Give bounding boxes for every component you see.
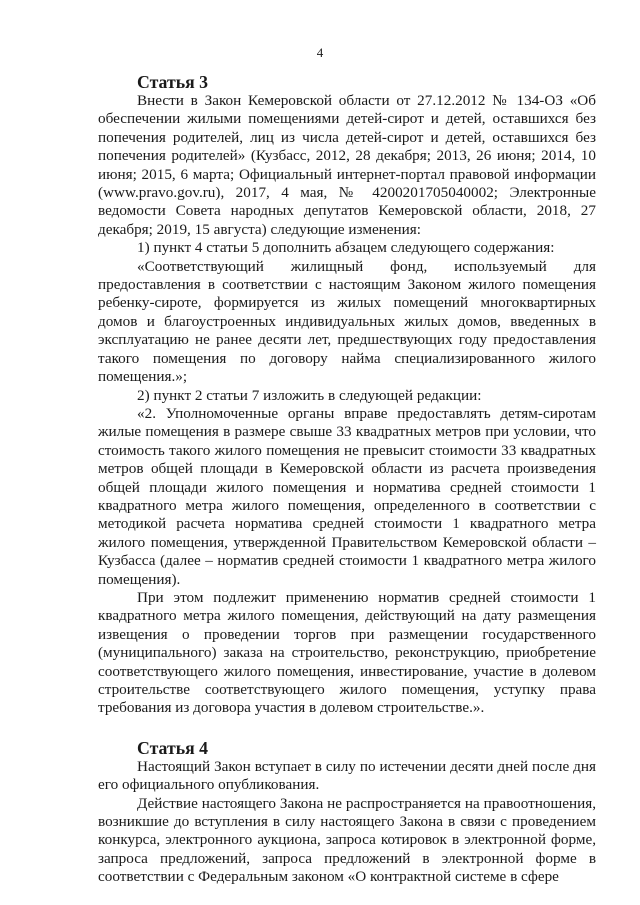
article-3-paragraph: При этом подлежит применению норматив средней стоимости 1 квадратного метра жилого помещения, действующий на дату размещения извещения о проведении торгов при размещении государственного (муниципального) заказа на строительство, реконструкцию, приобретение соответствующего жилого помещения, инвестирование, участие в долевом строительстве соответствующего жилого помещения, уступку права требования из договора участия в долевом строительстве.».: [98, 588, 596, 717]
article-4-paragraph: Действие настоящего Закона не распространяется на правоотношения, возникшие до вступления в силу настоящего Закона в связи с проведением конкурса, электронного аукциона, запроса котировок в электронной форме, запроса предложений, запроса предложений в электронной форме в соответствии с Федеральным законом «О контрактной системе в сфере: [98, 794, 596, 886]
article-3-paragraph: «2. Уполномоченные органы вправе предоставлять детям-сиротам жилые помещения в размере свыше 33 квадратных метров при условии, что стоимость такого жилого помещения не превысит стоимости 33 квадратных метров общей площади в Кемеровской области из расчета произведения общей площади жилого помещения и норматива средней стоимости 1 квадратного метра жилого помещения, определенного в соответствии с методикой расчета норматива средней стоимости 1 квадратного метра жилого помещения, утвержденной Правительством Кемеровской области – Кузбасса (далее – норматив средней стоимости 1 квадратного метра жилого помещения).: [98, 404, 596, 588]
article-3-paragraph: Внести в Закон Кемеровской области от 27.12.2012 № 134-ОЗ «Об обеспечении жилыми помещениями детей-сирот и детей, оставшихся без попечения родителей, лиц из числа детей-сирот и детей, оставшихся без попечения родителей» (Кузбасс, 2012, 28 декабря; 2013, 26 июня; 2014, 10 июня; 2015, 6 марта; Официальный интернет-портал правовой информации (www.pravo.gov.ru), 2017, 4 мая, № 4200201705040002; Электронные ведомости Совета народных депутатов Кемеровской области, 2018, 27 декабря; 2019, 15 августа) следующие изменения:: [98, 92, 596, 238]
article-3-paragraph: «Соответствующий жилищный фонд, используемый для предоставления в соответствии с настоящим Законом жилого помещения ребенку-сироте, формируется из жилых помещений многоквартирных домов и благоустроенных индивидуальных жилых домов, введенных в эксплуатацию не ранее десяти лет, предшествующих году предоставления такого помещения по договору найма специализированного жилого помещения.»;: [98, 257, 596, 386]
page-number: 4: [316, 45, 324, 60]
article-3-heading: Статья 3: [137, 72, 209, 92]
article-4-paragraph: Настоящий Закон вступает в силу по истечении десяти дней после дня его официального опубликования.: [98, 757, 596, 794]
article-3-paragraph: 1) пункт 4 статьи 5 дополнить абзацем следующего содержания:: [137, 239, 555, 257]
document-body: [98, 72, 596, 887]
article-3-paragraph: 2) пункт 2 статьи 7 изложить в следующей редакции:: [137, 386, 482, 404]
section-spacer: [98, 718, 596, 738]
article-4-heading: Статья 4: [137, 737, 209, 758]
